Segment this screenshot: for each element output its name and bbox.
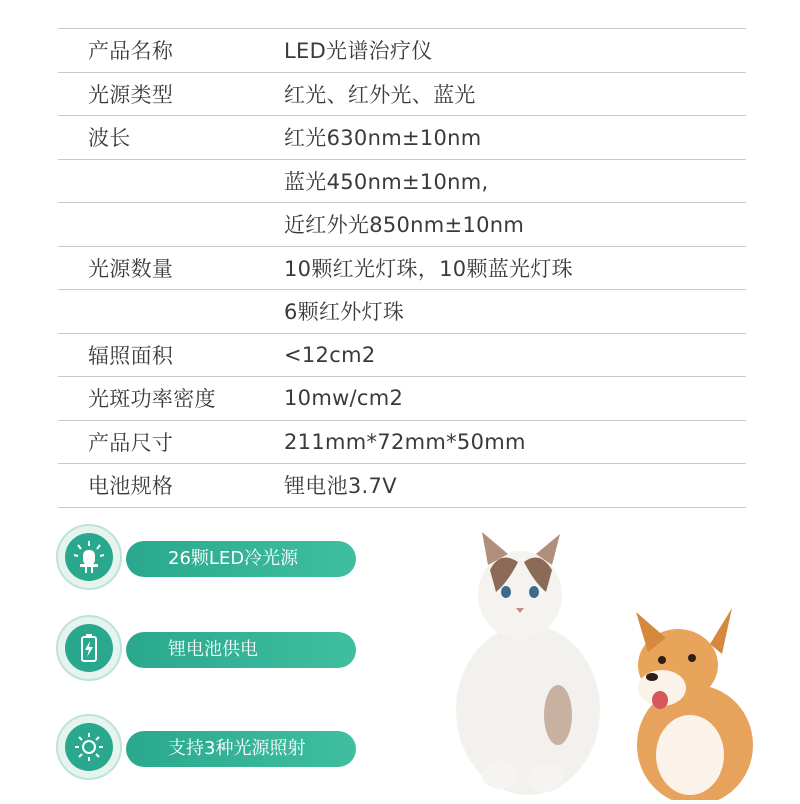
feature-light-modes (56, 714, 366, 784)
spec-label: 产品名称 (88, 39, 174, 64)
spec-label: 辐照面积 (88, 343, 174, 368)
spec-table (58, 28, 746, 508)
feature-label: 26颗LED冷光源 (126, 541, 356, 577)
pets-photo (440, 520, 760, 800)
spec-row-battery (58, 464, 746, 508)
spec-row-dimensions (58, 421, 746, 465)
battery-icon-badge (56, 615, 122, 681)
battery-icon (65, 624, 113, 672)
spec-value: 6颗红外灯珠 (284, 300, 405, 325)
spec-label: 产品尺寸 (88, 430, 174, 455)
spec-label: 光源数量 (88, 256, 174, 281)
spec-value: LED光谱治疗仪 (284, 39, 433, 64)
spec-value: 蓝光450nm±10nm, (284, 169, 489, 194)
sun-light-icon (65, 723, 113, 771)
spec-row-light-count (58, 247, 746, 291)
spec-row-wavelength-cont (58, 203, 746, 247)
spec-row-irradiation-area (58, 334, 746, 378)
feature-battery (56, 615, 366, 685)
spec-value: <12cm2 (284, 342, 376, 367)
spec-row-light-type (58, 73, 746, 117)
feature-label: 支持3种光源照射 (126, 731, 356, 767)
spec-row-wavelength-cont (58, 159, 746, 204)
spec-row-wavelength (58, 116, 746, 159)
spec-label: 波长 (88, 126, 131, 151)
spec-value: 锂电池3.7V (284, 474, 397, 499)
led-bulb-icon-badge (56, 524, 122, 590)
led-bulb-icon (65, 533, 113, 581)
sun-light-icon-badge (56, 714, 122, 780)
spec-row-light-count-cont (58, 290, 746, 334)
spec-value: 红光、红外光、蓝光 (284, 82, 476, 107)
spec-value: 红光630nm±10nm (284, 126, 482, 151)
spec-value: 10颗红光灯珠，10颗蓝光灯珠 (284, 256, 573, 281)
cat-illustration (456, 532, 600, 795)
spec-value: 10mw/cm2 (284, 386, 404, 411)
spec-label: 光斑功率密度 (88, 387, 216, 412)
spec-label: 电池规格 (88, 474, 174, 499)
spec-row-power-density (58, 377, 746, 421)
spec-value: 近红外光850nm±10nm (284, 213, 525, 238)
spec-row-product-name (58, 29, 746, 73)
dog-illustration (636, 608, 753, 800)
feature-led (56, 524, 366, 594)
feature-label: 锂电池供电 (126, 632, 356, 668)
spec-value: 211mm*72mm*50mm (284, 429, 526, 454)
spec-label: 光源类型 (88, 82, 174, 107)
